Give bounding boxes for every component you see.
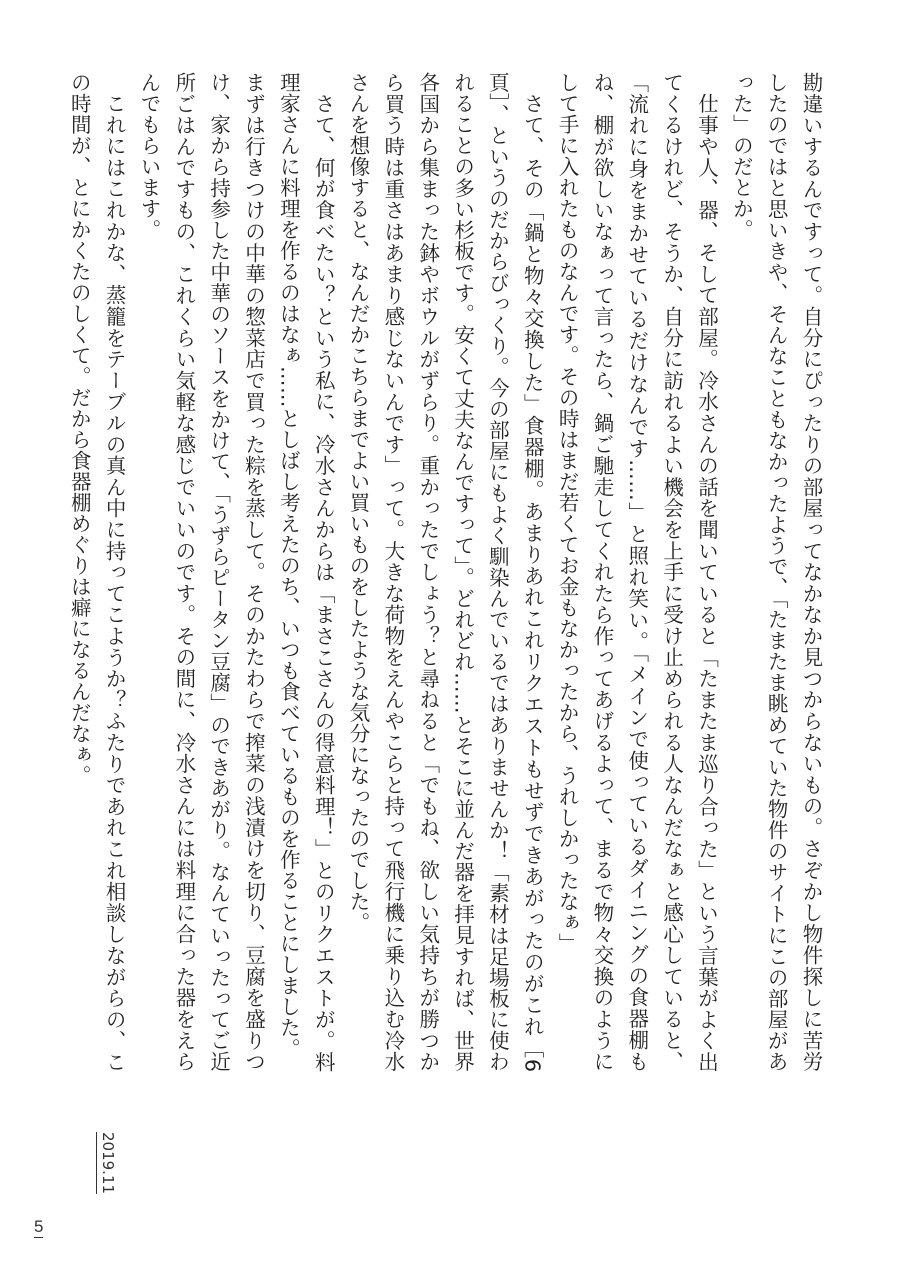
paragraph-6: これにはこれかな、蒸籠をテーブルの真ん中に持ってこようか？ふたりであれこれ相談しながらの、この時間が、とにかくたのしくて。だから食器棚めぐりは癖になるんだなぁ。 (67, 72, 127, 1072)
paragraph-2: 仕事や人、器、そして部屋。冷水さんの話を聞いていると「たまたま巡り合った」という言葉がよく出てくるけれど、そうか、自分に訪れるよい機会を上手に受け止められる人なんだなぁと感心していると、「流れに身をまかせているだけなんです……」と照れ笑い。「メインで使っているダイニングの食器棚もね、棚が欲しいなぁって言ったら、鍋ご馳走してくれたら作ってあげるよって、まるで物々交換のようにして手に入れたものなんです。その時はまだ若くてお金もなかったから、うれしかったなぁ」 (555, 72, 719, 1072)
paragraph-1: 勘違いするんですって。自分にぴったりの部屋ってなかなか見つからないもの。さぞかし物件探しに苦労したのではと思いきや、そんなこともなかったようで、「たまたま眺めていた物件のサイトにこの部屋があった」のだとか。 (729, 72, 823, 1072)
article-date: 2019.11 (96, 1132, 115, 1194)
article-body (67, 72, 828, 1072)
paragraph-3: さて、その「鍋と物々交換した」食器棚。あまりあれこれリクエストもせずできあがったのがこれ［6頁］、というのだからびっくり。今の部屋にもよく馴染んでいるではありませんか！「素材は足場板に使われることの多い杉板です。安くて丈夫なんですって」。どれどれ……とそこに並んだ器を拝見すれば、世界各国から集まった鉢やボウルがずらり。重かったでしょう？と尋ねると「でもね、欲しい気持ちが勝つから買う時は重さはあまり感じないんです」って。大きな荷物をえんやこらと持って飛行機に乗り込む冷水さんを想像すると、なんだかこちらまでよい買いものをしたような気分になったのでした。 (346, 72, 545, 1072)
paragraph-4: さて、何が食べたい？という私に、冷水さんからは「まさこさんの得意料理！」とのリクエストが。料理家さんに料理を作るのはなぁ……としばし考えたのち、いつも食べているものを作ることにしました。 (276, 72, 336, 1072)
page-number: 5 (34, 1217, 44, 1236)
paragraph-5: まずは行きつけの中華の惣菜店で買った粽を蒸して。そのかたわらで搾菜の浅漬けを切り、豆腐を盛りつけ、家から持参した中華のソースをかけて、「うずらピータン豆腐」のできあがり。なんていったってご近所ごはんですもの、これくらい気軽な感じでいいのです。その間に、冷水さんには料理に合った器をえらんでもらいます。 (136, 72, 266, 1072)
